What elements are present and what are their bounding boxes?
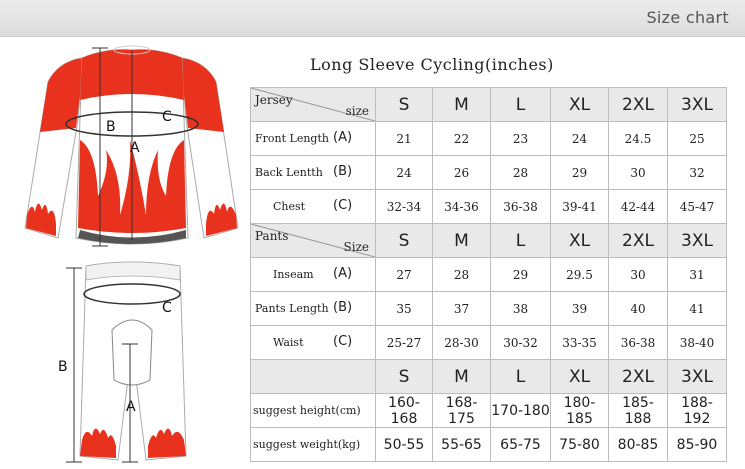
table-row <box>251 258 727 292</box>
row-label <box>251 292 376 326</box>
header-bar <box>0 0 745 37</box>
table-cell: 39 <box>551 292 609 326</box>
garment-illustration <box>0 40 250 469</box>
table-cell: 75-80 <box>551 428 609 462</box>
table-cell: 188-192 <box>668 394 727 428</box>
table-row <box>251 190 727 224</box>
row-label <box>251 122 376 156</box>
table-cell: 24.5 <box>609 122 668 156</box>
row-letter: (A) <box>333 266 353 281</box>
table-cell: 65-75 <box>491 428 551 462</box>
table-cell: 31 <box>668 258 727 292</box>
jersey-label-a: A <box>130 140 140 156</box>
pants-label-c: C <box>162 300 172 316</box>
table-cell: 27 <box>376 258 433 292</box>
row-letter: (B) <box>333 300 353 315</box>
table-cell: 30 <box>609 156 668 190</box>
table-cell: 22 <box>433 122 491 156</box>
table-cell: 42-44 <box>609 190 668 224</box>
table-cell: 45-47 <box>668 190 727 224</box>
size-header: M <box>433 360 491 394</box>
table-cell: 33-35 <box>551 326 609 360</box>
table-cell: 35 <box>376 292 433 326</box>
table-cell: 29.5 <box>551 258 609 292</box>
table-row <box>251 122 727 156</box>
row-name: Pants Length <box>255 302 329 315</box>
table-cell: 36-38 <box>609 326 668 360</box>
pants-image <box>58 262 186 462</box>
table-cell: 32-34 <box>376 190 433 224</box>
size-header: XL <box>551 360 609 394</box>
table-cell: 26 <box>433 156 491 190</box>
page-title: Size chart <box>646 8 729 27</box>
table-row <box>251 394 727 428</box>
row-name: suggest weight(kg) <box>253 438 361 451</box>
table-cell: 29 <box>491 258 551 292</box>
table-cell: 80-85 <box>609 428 668 462</box>
size-header: XL <box>551 224 609 258</box>
pants-label-a: A <box>126 399 136 415</box>
size-header: 3XL <box>668 88 727 122</box>
jersey-corner-cell <box>251 88 376 122</box>
table-cell: 50-55 <box>376 428 433 462</box>
jersey-corner-label: Jersey <box>255 93 293 107</box>
pants-corner-label: Pants <box>255 229 289 243</box>
table-row <box>251 292 727 326</box>
table-cell: 170-180 <box>491 394 551 428</box>
pants-size-header-row <box>251 224 727 258</box>
size-header: M <box>433 224 491 258</box>
size-header: 3XL <box>668 224 727 258</box>
table-cell: 160-168 <box>376 394 433 428</box>
table-cell: 30 <box>609 258 668 292</box>
table-cell: 32 <box>668 156 727 190</box>
row-name: Front Length <box>255 132 329 145</box>
table-cell: 23 <box>491 122 551 156</box>
pants-size-word: Size <box>343 240 369 254</box>
size-header: S <box>376 360 433 394</box>
size-header: M <box>433 88 491 122</box>
table-cell: 25-27 <box>376 326 433 360</box>
table-cell: 34-36 <box>433 190 491 224</box>
table-cell: 55-65 <box>433 428 491 462</box>
row-label <box>251 190 376 224</box>
table-cell: 29 <box>551 156 609 190</box>
row-letter: (C) <box>333 334 353 349</box>
size-table <box>250 87 727 462</box>
jersey-size-word: size <box>345 104 369 118</box>
jersey-size-header-row <box>251 88 727 122</box>
jersey-image <box>25 46 238 246</box>
suggest-corner-cell <box>251 360 376 394</box>
row-label <box>251 156 376 190</box>
pants-label-b: B <box>58 359 68 375</box>
size-header: S <box>376 224 433 258</box>
size-header: L <box>491 224 551 258</box>
suggest-size-header-row <box>251 360 727 394</box>
table-cell: 185-188 <box>609 394 668 428</box>
row-name: suggest height(cm) <box>253 404 361 417</box>
table-cell: 28 <box>491 156 551 190</box>
table-cell: 36-38 <box>491 190 551 224</box>
row-letter: (B) <box>333 164 353 179</box>
table-cell: 38 <box>491 292 551 326</box>
size-header: L <box>491 360 551 394</box>
row-name: Chest <box>273 200 306 213</box>
size-header: 2XL <box>609 360 668 394</box>
pants-corner-cell <box>251 224 376 258</box>
table-cell: 21 <box>376 122 433 156</box>
table-cell: 30-32 <box>491 326 551 360</box>
jersey-label-c: C <box>162 109 172 125</box>
size-header: XL <box>551 88 609 122</box>
row-label <box>251 394 376 428</box>
table-cell: 38-40 <box>668 326 727 360</box>
table-cell: 28-30 <box>433 326 491 360</box>
row-name: Waist <box>273 336 304 349</box>
table-cell: 24 <box>376 156 433 190</box>
table-cell: 24 <box>551 122 609 156</box>
jersey-label-b: B <box>106 119 116 135</box>
size-header: 2XL <box>609 88 668 122</box>
row-label <box>251 258 376 292</box>
row-name: Back Lentth <box>255 166 323 179</box>
row-letter: (C) <box>333 198 353 213</box>
table-cell: 168-175 <box>433 394 491 428</box>
row-label <box>251 428 376 462</box>
table-row <box>251 156 727 190</box>
size-header: 3XL <box>668 360 727 394</box>
size-header: S <box>376 88 433 122</box>
table-row <box>251 326 727 360</box>
table-cell: 40 <box>609 292 668 326</box>
table-cell: 28 <box>433 258 491 292</box>
table-row <box>251 428 727 462</box>
size-header: L <box>491 88 551 122</box>
row-label <box>251 326 376 360</box>
table-cell: 85-90 <box>668 428 727 462</box>
table-cell: 41 <box>668 292 727 326</box>
size-header: 2XL <box>609 224 668 258</box>
table-cell: 180-185 <box>551 394 609 428</box>
table-cell: 39-41 <box>551 190 609 224</box>
row-name: Inseam <box>273 268 314 281</box>
table-cell: 25 <box>668 122 727 156</box>
chart-heading: Long Sleeve Cycling(inches) <box>310 55 554 74</box>
row-letter: (A) <box>333 130 353 145</box>
table-cell: 37 <box>433 292 491 326</box>
